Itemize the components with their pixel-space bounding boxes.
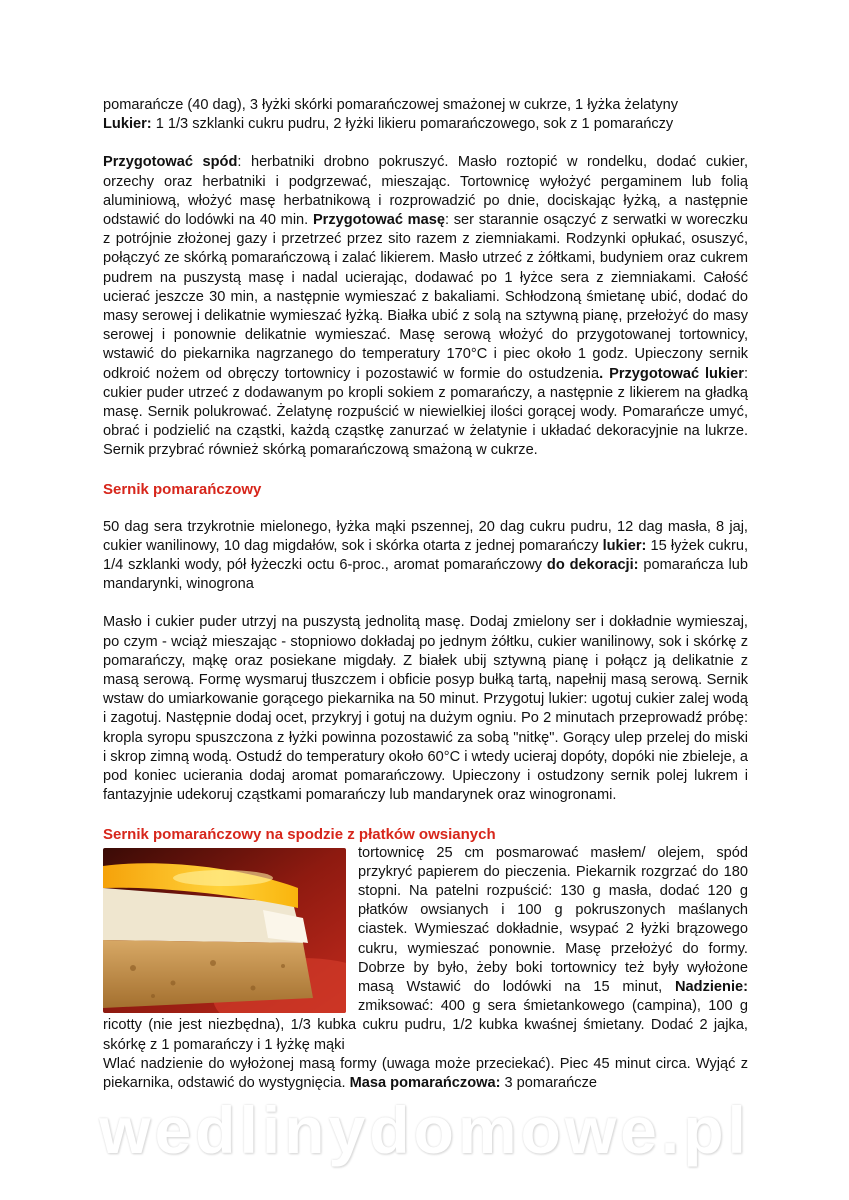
prep-text-base: : herbatniki drobno pokruszyć. Masło roztopić w rondelku, dodać cukier, orzechy oraz herbatniki i podgrzewać, mieszając. Tortownicę wyłożyć pergaminem lub folią aluminiową, włożyć masę herbatnikową i rozprowadzić po dnie, dociskając łyżką, a następnie odstawić do lodówki na 40 min. [103,154,748,229]
prep-heading-icing: . Przygotować lukier [599,365,744,382]
bake-text: Wlać nadzienie do wyłożonej masą formy (uwaga może przeciekać). Piec 45 minut circa. Wyjąć z piekarnika, odstawić do wystygnięcia. [103,1055,748,1091]
lukier-text: 1 1/3 szklanki cukru pudru, 2 łyżki likieru pomarańczowego, sok z 1 pomarańczy [151,116,674,133]
recipe-title-sernik-pomaranczowy: Sernik pomarańczowy [103,480,262,498]
preparation-paragraph [103,153,748,460]
icing-text: 15 łyżek cukru, 1/4 szklanki wody, pół łyżeczki octu 6-proc., aromat pomarańczowy [103,537,749,574]
watermark: wedlinydomowe.pl [99,1093,750,1167]
lukier-label: Lukier: [103,116,152,133]
ingredients-text: 50 dag sera trzykrotnie mielonego, łyżka mąki pszennej, 20 dag cukru pudru, 12 dag masła, 8 jaj, cukier wanilinowy, 10 dag migdałów, sok i skórka otarta z jednej pomarańczy [103,518,748,554]
oat-base-text: tortownicę 25 cm posmarować masłem/ olejem, spód przykryć papierem do pieczenia. Piekarnik rozgrzać do 180 stopni. Na patelni rozpuścić: 130 g masła, dodać 120 g płatków owsianych i 100 g pokruszonych maślanych ciastek. Wymieszać dokładnie, wsypać 2 łyżki brązowego cukru, wymieszać ponownie. Masę przełożyć do formy. Dobrze by było, żeby boki tortownicy też były wyłożone masą Wstawić do lodówki na 15 minut, [358,844,748,995]
filling-label: Nadzienie: [675,978,748,995]
ingredients-paragraph [103,518,748,595]
filling-text: zmiksować: 400 g sera śmietankowego (campina), 100 g ricotty (nie jest niezbędna), 1/3 kubka cukru pudru, 1/2 kubka kwaśnej śmietany. Dodać 2 jajka, skórkę z 1 pomarańczy i 1 łyżkę mąki [103,998,748,1053]
document-page [103,96,748,1093]
prep-heading-mass: Przygotować masę [312,212,445,229]
oat-recipe-body [103,844,748,1094]
method-paragraph: Masło i cukier puder utrzyj na puszystą jednolitą masę. Dodaj zmielony ser i dokładnie wymieszaj, po czym - wciąż mieszając - stopniowo dokładaj po jednym żółtku, cukier wanilinowy, sok i skórkę z pomarańczy, mąkę oraz posiekane migdały. Z białek ubij sztywną pianę i połącz ją delikatnie z masą serową. Formę wysmaruj tłuszczem i obficie posyp bułką tartą, napełnij masą serową. Sernik wstaw do umiarkowanie gorącego piekarnika na 50 minut. Przygotuj lukier: ugotuj cukier zalej wodą i zagotuj. Następnie dodaj ocet, przykryj i gotuj na dużym ogniu. Po 2 minutach przeprowadź próbę: kropla syropu spuszczona z łyżki powinna pozostawić za sobą "nitkę". Gorący ulep przelej do miski i skrop zimną wodą. Ostudź do temperatury około 60°C i wtedy ucieraj dopóty, dopóki nie zbieleje, a pod koniec ucierania dodaj aromat pomarańczowy. Upieczony i ostudzony sernik polej lukrem i fantazyjnie udekoruj cząstkami pomarańczy lub mandarynek oraz winogronami. [103,614,748,804]
intro-line: pomarańcze (40 dag), 3 łyżki skórki pomarańczowej smażonej w cukrze, 1 łyżka żelatyny [103,97,679,113]
icing-label: lukier: [602,537,647,554]
orange-mass-text: 3 pomarańcze [500,1074,597,1091]
oat-recipe-paragraph-2 [103,1055,748,1093]
orange-mass-label: Masa pomarańczowa: [349,1074,501,1091]
prep-text-mass: : ser starannie osączyć z serwatki w woreczku z potrójnie złożonej gazy i przetrzeć przez sito razem z ziemniakami. Rodzynki opłukać, osuszyć, połączyć ze skórką pomarańczową i zalać likierem. Masło utrzeć z żółtkami, budyniem oraz cukrem pudrem na puszystą masę i nadal ucierając, dodawać po 1 łyżce sera z ziemniakami. Całość ucierać jeszcze 30 min, a następnie wymieszać z bakaliami. Schłodzoną śmietanę ubić, dodać do masy serowej i delikatnie wymieszać łyżką. Białka ubić z solą na sztywną pianę, przełożyć do masy serowej i ponownie delikatnie wymieszać. Masę serową włożyć do przygotowanej tortownicy, wstawić do piekarnika nagrzanego do temperatury 170°C i piec około 1 godz. Upieczony sernik odkroić nożem od obręczy tortownicy i pozostawić w formie do ostudzenia [103,212,748,382]
prep-text-icing: : cukier puder utrzeć z dodawanym po kropli sokiem z pomarańczy, a następnie z likierem na gładką masę. Sernik polukrować. Żelatynę rozpuścić w niewielkiej ilości gorącej wody. Pomarańcze umyć, obrać i podzielić na cząstki, każdą cząstkę zanurzać w żelatynie i układać dekoracyjnie na lukrze. Sernik przybrać również skórką pomarańczową smażoną w cukrze. [103,365,748,459]
prep-heading-base: Przygotować spód [103,154,238,171]
decoration-text: pomarańcza lub mandarynki, winogrona [103,557,748,593]
cheesecake-photo [103,848,346,1013]
intro-paragraph [103,96,748,134]
decoration-label: do dekoracji: [546,557,639,574]
recipe-title-oat-base: Sernik pomarańczowy na spodzie z płatków owsianych [103,825,496,843]
